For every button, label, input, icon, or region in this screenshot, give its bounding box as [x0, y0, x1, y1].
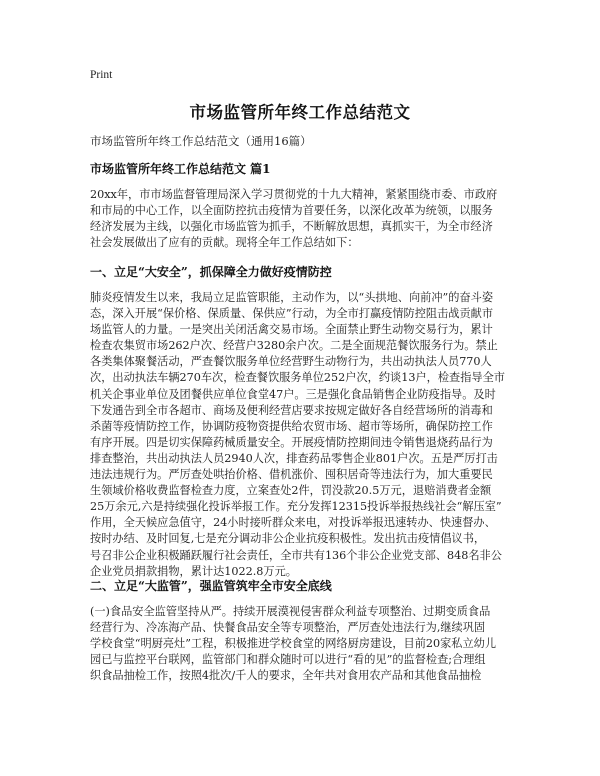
paragraph-line: 下发通告到全市各超市、商场及便利经营店要求按规定做好各自经营场所的消毒和 [90, 403, 493, 417]
section2-paragraph [90, 604, 520, 684]
paragraph-line: 经济发展为主线，以强化市场监管为抓手，不断解放思想，真抓实干，为全市经济 [90, 220, 493, 234]
paragraph-line: 杀菌等疫情防控工作，协调防疫物资提供给农贸市场、超市等场所，确保防控工作 [90, 419, 493, 433]
paragraph-line: 25万余元,六是持续强化投诉举报工作。充分发挥12315投诉举报热线社会“解压室” [90, 500, 502, 514]
paragraph-line: 社会发展做出了应有的贡献。现将全年工作总结如下： [90, 236, 359, 250]
section-heading-1: 一、立足“大安全”，抓保障全力做好疫情防控 [90, 265, 332, 279]
paragraph-line: 态，深入开展“保价格、保质量、保供应”行动，为全市打赢疫情防控阻击战贡献市 [90, 307, 494, 321]
page-title: 市场监管所年终工作总结范文 [189, 103, 411, 122]
paragraph-line: 织食品抽检工作，按照4批次/千人的要求，全年共对食用农产品和其他食品抽检 [90, 669, 482, 683]
paragraph-line: 企业党员捐款捐物，累计达1022.8万元。 [90, 564, 297, 578]
paragraph-line: 各类集体聚餐活动，严查餐饮服务单位经营野生动物行为，共出动执法人员770人 [90, 355, 492, 369]
paragraph-line: 园已与监控平台联网，监管部门和群众随时可以进行“看的见”的监督检查;合理组 [90, 653, 486, 667]
paragraph-line: 检查农集贸市场262户次、经营户3280余户次。二是全面规范餐饮服务行为。禁止 [90, 339, 498, 353]
paragraph-line: 排查整治，共出动执法人员2940人次，排查药品零售企业801户次。五是严厉打击 [90, 451, 498, 465]
paragraph-line: 肺炎疫情发生以来，我局立足监管职能，主动作为，以“头拱地、向前冲”的奋斗姿 [90, 291, 494, 304]
paragraph-line: 违法违规行为。严厉查处哄抬价格、借机涨价、囤积居奇等违法行为，加大重要民 [90, 468, 493, 482]
document-subtitle: 市场监管所年终工作总结范文（通用16篇） [90, 134, 312, 148]
paragraph-line: 按时办结、及时回复,七是充分调动非公企业抗疫积极性。发出抗击疫情倡议书， [90, 532, 486, 546]
paragraph-line: 有序开展。四是切实保障药械质量安全。开展疫情防控期间违令销售退烧药品行为 [90, 435, 493, 449]
print-link[interactable]: Print [90, 69, 113, 81]
paragraph-line: 和市局的中心工作，以全面防控抗击疫情为首要任务，以深化改革为统领，以服务 [90, 204, 493, 218]
paragraph-line: 20xx年，市市场监督管理局深入学习贯彻党的十九大精神，紧紧围绕市委、市政府 [90, 188, 498, 201]
paragraph-line: 生领域价格收费监督检查力度，立案查处2件，罚没款20.5万元，退赔消费者金额 [90, 484, 492, 498]
paragraph-line: 次，出动执法车辆270车次，检查餐饮服务单位252户次，约谈13户，检查指导全市 [90, 371, 505, 385]
section1-paragraph [90, 290, 520, 580]
paragraph-line: (一)食品安全监管坚持从严。持续开展漠视侵害群众利益专项整治、过期变质食品 [90, 605, 491, 618]
paragraph-line: 场监管人的力量。一是突出关闭活禽交易市场。全面禁止野生动物交易行为，累计 [90, 323, 493, 337]
section-heading-2: 二、立足“大监管”，强监管筑牢全市安全底线 [90, 579, 332, 593]
paragraph-line: 经营行为、冷冻海产品、快餐食品安全等专项整治，严厉查处违法行为,继续巩固 [90, 621, 486, 635]
paragraph-line: 号召非公企业积极踊跃履行社会责任，全市共有136个非公企业党支部、848名非公 [90, 548, 502, 562]
paragraph-line: 作用，全天候应急值守，24小时接听群众来电，对投诉举报迅速转办、快速督办、 [90, 516, 496, 530]
intro-paragraph [90, 187, 520, 251]
paragraph-line: 学校食堂“明厨亮灶”工程，积极推进学校食堂的网络厨房建设，目前20家私立幼儿 [90, 637, 497, 651]
paragraph-line: 机关企事业单位及团餐供应单位食堂47户。三是强化食品销售企业防疫指导。及时 [90, 387, 496, 401]
article-heading: 市场监管所年终工作总结范文 篇1 [90, 162, 271, 176]
